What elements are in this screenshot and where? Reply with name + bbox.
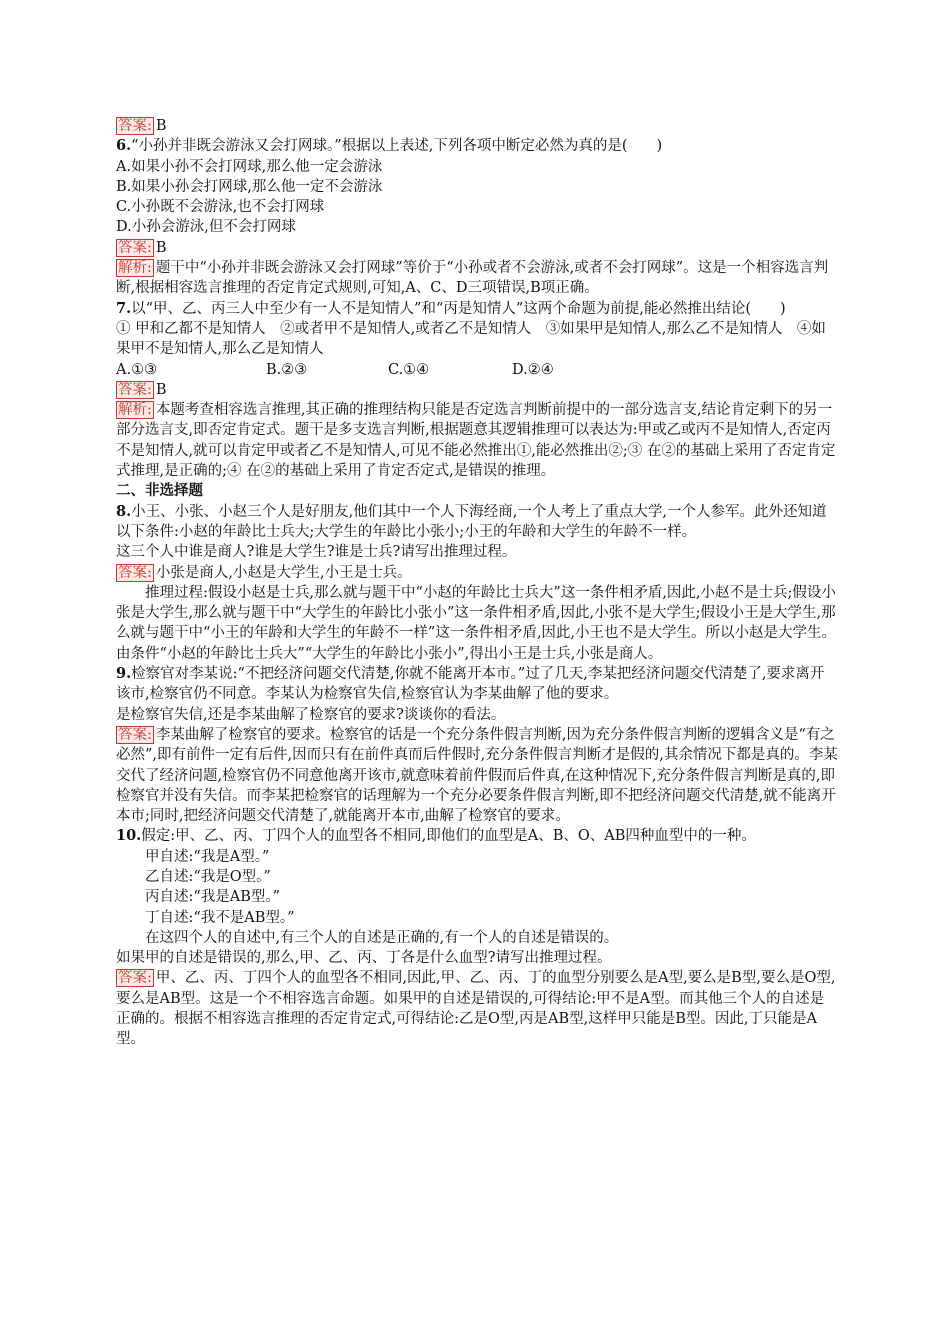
answer-tag: 答案:	[118, 564, 152, 581]
q6-option-d: D.小孙会游泳,但不会打网球	[116, 219, 296, 236]
question-text: “小孙并非既会游泳又会打网球。”根据以上表述,下列各项中断定必然为真的是( )	[131, 138, 663, 155]
analysis-text: 题干中“小孙并非既会游泳又会打网球”等价于“小孙或者不会游泳,或者不会打网球”。这是一个相容选言判断,根据相容选言推理的否定肯定式规则,可知,A、C、D三项错误,B项正确。	[116, 260, 829, 297]
q7-statements: ① 甲和乙都不是知情人 ②或者甲不是知情人,或者乙不是知情人 ③如果甲是知情人,那么乙不是知情人 ④如果甲不是知情人,那么乙是知情人	[116, 320, 826, 358]
q10-statement-2: 乙自述:“我是O型。”	[145, 868, 271, 885]
answer-text: B	[155, 118, 167, 134]
q8-stem	[116, 502, 838, 543]
q10-condition: 在这四个人的自述中,有三个人的自述是正确的,有一个人的自述是错误的。	[145, 929, 619, 946]
q10-stem	[116, 826, 838, 846]
q9-stem	[116, 664, 838, 705]
document-content	[116, 116, 838, 1050]
analysis-tag: 解析:	[118, 402, 152, 419]
section-title: 二、非选择题	[116, 482, 203, 500]
question-text: 小王、小张、小赵三个人是好朋友,他们其中一个人下海经商,一个人考上了重点大学,一个人参军。此外还知道以下条件:小赵的年龄比士兵大;大学生的年龄比小张小;小王的年龄和大学生的年龄不一样。	[116, 503, 827, 540]
answer-tag: 答案:	[118, 726, 152, 743]
question-number: 8.	[116, 502, 132, 520]
q7-stem	[116, 299, 838, 319]
q9-answer	[116, 725, 838, 826]
question-text: 以“甲、乙、丙三人中至少有一人不是知情人”和“丙是知情人”这两个命题为前提,能必然推出结论( )	[131, 300, 786, 317]
answer-text: B	[155, 239, 167, 256]
q10-statement-4: 丁自述:“我不是AB型。”	[145, 909, 295, 926]
q6-option-b: B.如果小孙会打网球,那么他一定不会游泳	[116, 178, 383, 195]
q7-option-a: A.①③	[116, 361, 158, 378]
q6-answer	[116, 238, 838, 258]
q7-option-c: C.①④	[388, 361, 430, 378]
q10-statement-3: 丙自述:“我是AB型。”	[145, 889, 281, 906]
q7-option-d: D.②④	[512, 361, 554, 378]
q6-analysis	[116, 258, 838, 299]
question-text: 检察官对李某说:“不把经济问题交代清楚,你就不能离开本市。”过了几天,李某把经济问题交代清楚了,要求离开该市,检察官仍不同意。李某认为检察官失信,检察官认为李某曲解了他的要求。	[116, 666, 825, 703]
answer-text: 甲、乙、丙、丁四个人的血型各不相同,因此,甲、乙、丙、丁的血型分别要么是A型,要么是B型,要么是O型,要么是AB型。这是一个不相容选言命题。如果甲的自述是错误的,可得结论:甲不是A型。而其他三个人的自述是正确的。根据不相容选言推理的否定肯定式,可得结论:乙是O型,丙是AB型,这样甲只能是B型。因此,丁只能是A型。	[116, 970, 836, 1048]
question-number: 9.	[116, 665, 132, 683]
answer-text: 李某曲解了检察官的要求。检察官的话是一个充分条件假言判断,因为充分条件假言判断的逻辑含义是“有之必然”,即有前件一定有后件,因而只有在前件真而后件假时,充分条件假言判断才是假的,其余情况下都是真的。李某交代了经济问题,检察官仍不同意他离开该市,就意味着前件假而后件真,在这种情况下,充分条件假言判断是真的,即检察官并没有失信。而李某把检察官的话理解为一个充分必要条件假言判断,即不把经济问题交代清楚,就不能离开本市;同时,把经济问题交代清楚了,就能离开本市,曲解了检察官的要求。	[116, 726, 838, 825]
question-number: 7.	[116, 299, 132, 317]
q9-question: 是检察官失信,还是李某曲解了检察官的要求?谈谈你的看法。	[116, 706, 506, 723]
answer-tag: 答案:	[118, 970, 152, 987]
answer-tag: 答案:	[118, 118, 152, 134]
q5-answer	[116, 116, 838, 136]
analysis-text: 本题考查相容选言推理,其正确的推理结构只能是否定选言判断前提中的一部分选言支,结论肯定剩下的另一部分选言支,即否定肯定式。题干是多支选言判断,根据题意其逻辑推理可以表达为:甲或乙或丙不是知情人,否定丙不是知情人,就可以肯定甲或者乙不是知情人,可见不能必然推出①,能必然推出②;③ 在②的基础上采用了否定肯定式推理,是正确的;④ 在②的基础上采用了肯定否定式,是错误的推理。	[116, 402, 836, 480]
answer-tag: 答案:	[118, 381, 152, 398]
q6-option-a: A.如果小孙不会打网球,那么他一定会游泳	[116, 158, 383, 175]
q10-answer	[116, 968, 838, 1049]
q7-answer	[116, 380, 838, 400]
q10-question: 如果甲的自述是错误的,那么,甲、乙、丙、丁各是什么血型?请写出推理过程。	[116, 950, 612, 967]
q7-analysis	[116, 400, 838, 481]
q10-statement-1: 甲自述:“我是A型。”	[145, 848, 270, 865]
question-number: 6.	[116, 137, 132, 155]
q8-answer	[116, 563, 838, 583]
analysis-tag: 解析:	[118, 260, 152, 277]
question-number: 10.	[116, 827, 142, 845]
answer-text: 小张是商人,小赵是大学生,小王是士兵。	[155, 564, 412, 581]
question-text: 假定:甲、乙、丙、丁四个人的血型各不相同,即他们的血型是A、B、O、AB四种血型中的一种。	[141, 828, 756, 845]
q6-option-c: C.小孙既不会游泳,也不会打网球	[116, 199, 325, 216]
q6-stem	[116, 136, 838, 156]
answer-tag: 答案:	[118, 239, 152, 256]
q7-option-b: B.②③	[266, 361, 308, 378]
q7-options	[116, 360, 838, 380]
answer-text: B	[155, 381, 167, 398]
q8-reasoning: 推理过程:假设小赵是士兵,那么就与题干中“小赵的年龄比士兵大”这一条件相矛盾,因此,小赵不是士兵;假设小张是大学生,那么就与题干中“大学生的年龄比小张小”这一条件相矛盾,因此,小张不是大学生;假设小王是大学生,那么就与题干中“小王的年龄和大学生的年龄不一样”这一条件相矛盾,因此,小王也不是大学生。所以小赵是大学生。由条件“小赵的年龄比士兵大”“大学生的年龄比小张小”,得出小王是士兵,小张是商人。	[116, 584, 837, 662]
q8-question: 这三个人中谁是商人?谁是大学生?谁是士兵?请写出推理过程。	[116, 544, 517, 561]
